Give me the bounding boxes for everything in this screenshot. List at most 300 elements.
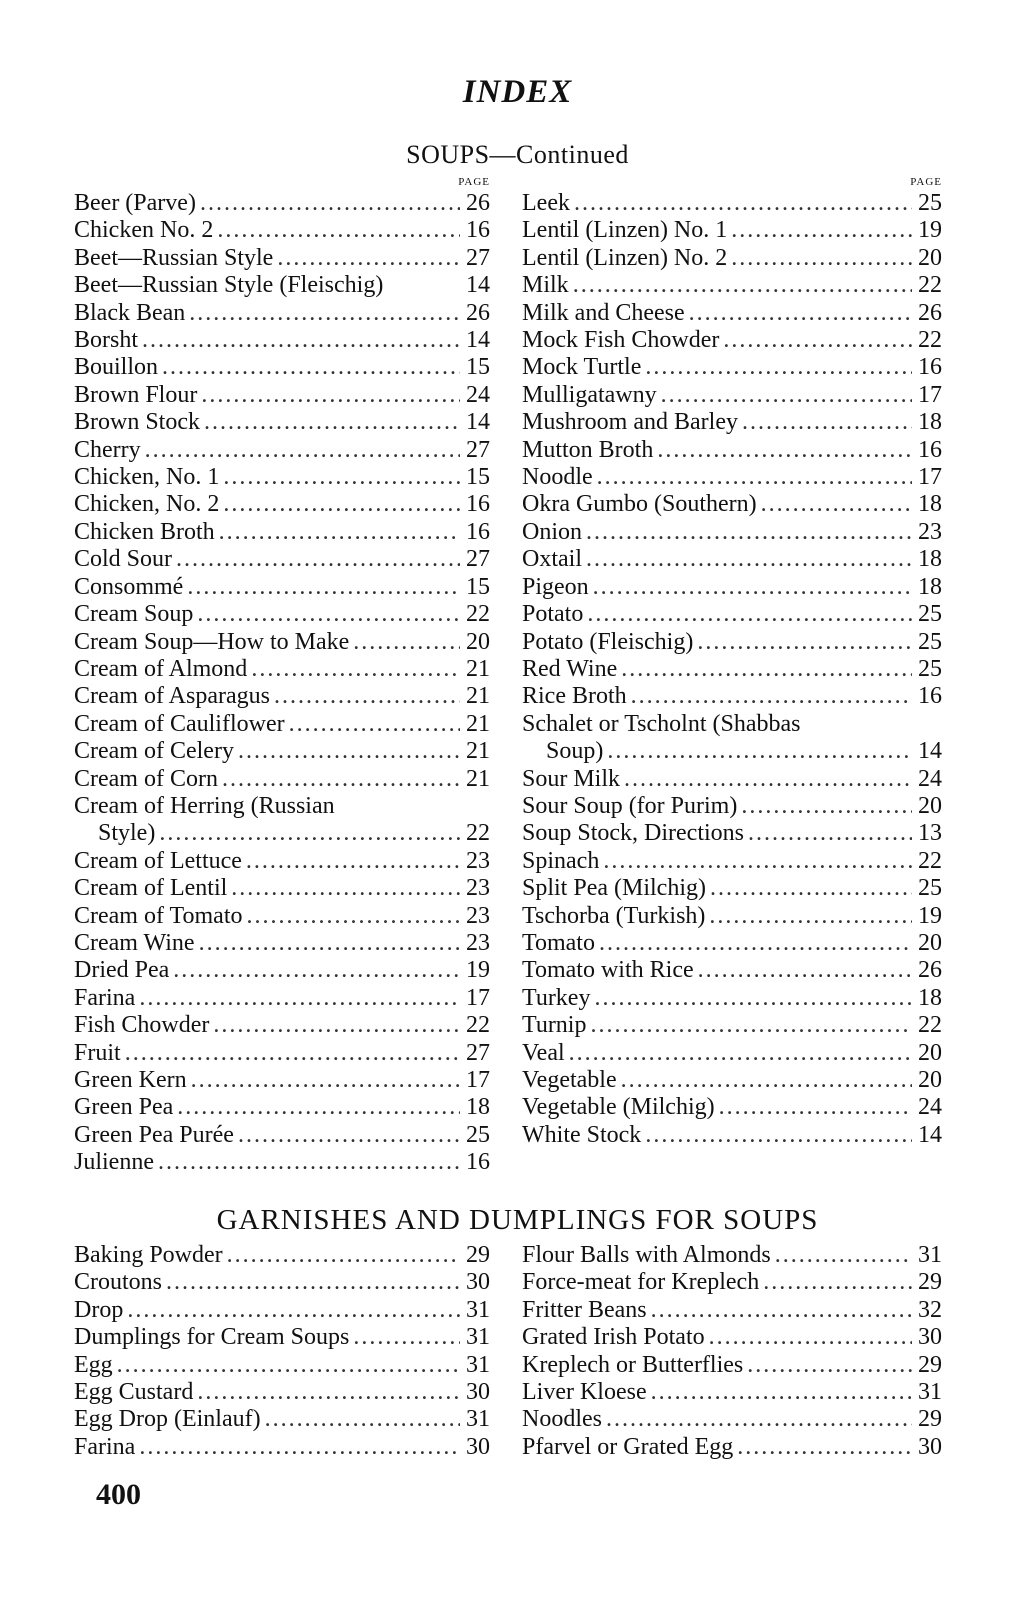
entry-title: Liver Kloese xyxy=(522,1379,647,1406)
dot-leader xyxy=(277,245,460,272)
dot-leader xyxy=(621,1067,912,1094)
entry-page-number: 15 xyxy=(466,464,490,491)
entry-title: White Stock xyxy=(522,1121,642,1148)
entry-page-number: 14 xyxy=(918,738,942,765)
index-entry xyxy=(522,491,942,518)
index-entry xyxy=(74,1242,490,1269)
entry-page-number: 21 xyxy=(466,738,490,765)
entry-page-number: 31 xyxy=(466,1406,490,1433)
dot-leader xyxy=(158,1149,460,1176)
entry-page-number: 25 xyxy=(918,190,942,216)
dot-leader xyxy=(587,601,912,628)
dot-leader xyxy=(125,1040,460,1067)
entry-title: Green Kern xyxy=(74,1067,187,1093)
entry-title: Tschorba (Turkish) xyxy=(522,902,706,929)
index-entry xyxy=(74,1149,490,1176)
entry-title: Brown Flour xyxy=(74,381,198,408)
entry-title: Spinach xyxy=(522,847,600,874)
entry-page-number: 29 xyxy=(466,1242,490,1268)
dot-leader xyxy=(594,985,912,1012)
entry-title: Milk xyxy=(522,272,569,299)
entry-page-number: 18 xyxy=(918,491,942,518)
index-entry xyxy=(522,217,942,244)
dot-leader xyxy=(176,546,460,573)
index-entry xyxy=(522,1040,942,1067)
index-entry xyxy=(74,985,490,1012)
dot-leader xyxy=(145,437,460,464)
dot-leader xyxy=(117,1352,460,1379)
index-entry xyxy=(522,820,942,847)
entry-title: Egg Custard xyxy=(74,1379,194,1406)
dot-leader xyxy=(731,245,912,272)
entry-page-number: 31 xyxy=(466,1296,490,1323)
entry-title: Potato (Fleischig) xyxy=(522,628,694,655)
entry-title: Rice Broth xyxy=(522,683,627,710)
dot-leader xyxy=(574,190,912,217)
entry-page-number: 14 xyxy=(918,1121,942,1148)
entry-page-number: 21 xyxy=(466,765,490,792)
index-entry xyxy=(74,1269,490,1296)
entry-page-number: 25 xyxy=(918,601,942,628)
entry-title: Fish Chowder xyxy=(74,1012,210,1039)
entry-page-number: 17 xyxy=(466,984,490,1011)
index-entry xyxy=(522,409,942,436)
dot-leader xyxy=(166,1269,460,1296)
dot-leader xyxy=(199,930,460,957)
entry-title: Pigeon xyxy=(522,573,589,600)
entry-title: Beet—Russian Style xyxy=(74,244,274,271)
index-entry xyxy=(74,656,490,683)
index-entry xyxy=(74,409,490,436)
soups-left-column xyxy=(74,176,490,1177)
index-entry xyxy=(522,519,942,546)
entry-page-number: 19 xyxy=(918,217,942,244)
dot-leader xyxy=(747,1352,912,1379)
entry-page-number: 22 xyxy=(918,272,942,299)
entry-title: Vegetable xyxy=(522,1067,617,1093)
entry-page-number: 18 xyxy=(918,984,942,1011)
entry-page-number: 31 xyxy=(466,1351,490,1378)
dot-leader xyxy=(606,1406,912,1433)
dot-leader xyxy=(159,820,460,847)
entry-title: Mock Turtle xyxy=(522,354,642,381)
entry-title: Split Pea (Milchig) xyxy=(522,875,706,902)
entry-page-number: 29 xyxy=(918,1351,942,1378)
index-entry xyxy=(522,1434,942,1461)
entry-title: Mulligatawny xyxy=(522,381,657,408)
entry-page-number: 25 xyxy=(466,1121,490,1148)
dot-leader xyxy=(737,1434,912,1461)
dot-leader xyxy=(238,1122,460,1149)
entry-page-number: 26 xyxy=(918,957,942,984)
entry-title: Cream Soup—How to Make xyxy=(74,628,350,655)
entry-title: Red Wine xyxy=(522,655,618,682)
index-entry xyxy=(74,820,490,847)
dot-leader xyxy=(187,574,460,601)
index-entry xyxy=(74,766,490,793)
dot-leader xyxy=(569,1040,912,1067)
dot-leader xyxy=(603,848,912,875)
dot-leader xyxy=(586,546,912,573)
entry-page-number: 17 xyxy=(466,1067,490,1093)
entry-title: Cream of Almond xyxy=(74,655,248,682)
entry-page-number: 23 xyxy=(918,518,942,545)
dot-leader xyxy=(698,957,912,984)
dot-leader xyxy=(162,354,460,381)
index-entry xyxy=(74,272,490,299)
dot-leader xyxy=(265,1406,460,1433)
index-entry xyxy=(522,848,942,875)
entry-page-number: 19 xyxy=(466,957,490,984)
index-entry xyxy=(74,1040,490,1067)
entry-title: Noodle xyxy=(522,464,593,491)
entry-title: Cream of Corn xyxy=(74,765,218,792)
dot-leader xyxy=(624,766,912,793)
index-entry xyxy=(74,1352,490,1379)
entry-title: Dried Pea xyxy=(74,957,170,984)
index-entry xyxy=(522,656,942,683)
index-entry xyxy=(522,903,942,930)
entry-page-number: 29 xyxy=(918,1269,942,1296)
dot-leader xyxy=(289,711,460,738)
index-entry xyxy=(522,601,942,628)
entry-page-number: 24 xyxy=(918,1094,942,1121)
index-entry xyxy=(74,903,490,930)
entry-title: Cream of Cauliflower xyxy=(74,710,285,737)
entry-title: Soup Stock, Directions xyxy=(522,820,744,847)
index-entry xyxy=(522,875,942,902)
entry-page-number: 15 xyxy=(466,354,490,381)
entry-title: Consommé xyxy=(74,573,184,600)
entry-title: Beet—Russian Style (Fleischig) xyxy=(74,272,384,299)
dot-leader xyxy=(723,327,912,354)
entry-title: Turnip xyxy=(522,1012,587,1039)
entry-title: Cream of Herring (Russian xyxy=(74,792,335,819)
index-entry xyxy=(74,574,490,601)
entry-page-number: 23 xyxy=(466,847,490,874)
index-entry xyxy=(522,1242,942,1269)
dot-leader xyxy=(651,1297,912,1324)
index-entry xyxy=(522,766,942,793)
index-entry xyxy=(522,1406,942,1433)
dot-leader xyxy=(689,300,912,327)
entry-title: Green Pea xyxy=(74,1094,174,1121)
dot-leader xyxy=(748,820,912,847)
entry-page-number: 16 xyxy=(918,436,942,463)
entry-page-number: 16 xyxy=(918,354,942,381)
dot-leader xyxy=(139,985,460,1012)
entry-title: Sour Soup (for Purim) xyxy=(522,792,738,819)
index-entry xyxy=(74,245,490,272)
index-entry xyxy=(522,574,942,601)
entry-page-number: 31 xyxy=(918,1242,942,1268)
index-entry xyxy=(74,1324,490,1351)
index-entry xyxy=(74,848,490,875)
dot-leader xyxy=(709,1324,912,1351)
entry-title: Force-meat for Kreplech xyxy=(522,1269,760,1296)
dot-leader xyxy=(741,793,912,820)
dot-leader xyxy=(657,437,912,464)
entry-title: Egg xyxy=(74,1351,113,1378)
index-entry xyxy=(522,272,942,299)
index-entry xyxy=(74,1406,490,1433)
index-entry xyxy=(522,930,942,957)
garnishes-left-column xyxy=(74,1242,490,1461)
entry-page-number: 18 xyxy=(466,1094,490,1121)
dot-leader xyxy=(213,1012,460,1039)
entry-page-number: 22 xyxy=(466,1012,490,1039)
entry-title: Milk and Cheese xyxy=(522,299,685,326)
index-entry xyxy=(74,437,490,464)
index-entry xyxy=(74,546,490,573)
entry-page-number: 20 xyxy=(918,1067,942,1093)
entry-page-number: 27 xyxy=(466,244,490,271)
entry-title: Baking Powder xyxy=(74,1242,223,1268)
entry-page-number: 18 xyxy=(918,573,942,600)
dot-leader xyxy=(631,683,912,710)
entry-title: Cold Sour xyxy=(74,546,173,573)
entry-title: Farina xyxy=(74,1433,136,1460)
dot-leader xyxy=(731,217,912,244)
entry-page-number: 32 xyxy=(918,1296,942,1323)
entry-page-number: 16 xyxy=(918,683,942,710)
entry-page-number: 25 xyxy=(918,628,942,655)
entry-title: Okra Gumbo (Southern) xyxy=(522,491,757,518)
entry-page-number: 16 xyxy=(466,217,490,244)
entry-page-number: 22 xyxy=(918,327,942,354)
index-entry xyxy=(74,629,490,656)
dot-leader xyxy=(763,1269,912,1296)
entry-title: Cream of Celery xyxy=(74,738,234,765)
entry-title: Soup) xyxy=(546,738,604,765)
dot-leader xyxy=(573,272,912,299)
dot-leader xyxy=(223,464,460,491)
index-entry xyxy=(522,245,942,272)
dot-leader xyxy=(645,1122,912,1149)
section-title-garnishes: GARNISHES AND DUMPLINGS FOR SOUPS xyxy=(216,1204,819,1236)
entry-page-number: 27 xyxy=(466,546,490,573)
index-entry xyxy=(74,711,490,738)
entry-page-number: 25 xyxy=(918,655,942,682)
dot-leader xyxy=(201,382,460,409)
entry-title: Croutons xyxy=(74,1269,163,1296)
entry-page-number: 20 xyxy=(918,1039,942,1066)
entry-title: Sour Milk xyxy=(522,765,621,792)
dot-leader xyxy=(599,930,912,957)
entry-page-number: 30 xyxy=(466,1379,490,1406)
dot-leader xyxy=(142,327,460,354)
dot-leader xyxy=(353,1324,460,1351)
index-entry xyxy=(74,793,490,820)
index-entry xyxy=(74,601,490,628)
index-entry xyxy=(74,382,490,409)
index-entry xyxy=(74,1067,490,1094)
entry-title: Julienne xyxy=(74,1149,154,1176)
entry-page-number: 22 xyxy=(466,601,490,628)
entry-page-number: 25 xyxy=(918,875,942,902)
entry-title: Cream Soup xyxy=(74,601,194,628)
entry-page-number: 20 xyxy=(918,244,942,271)
dot-leader xyxy=(661,382,912,409)
index-entry xyxy=(74,190,490,217)
entry-title: Fritter Beans xyxy=(522,1296,647,1323)
dot-leader xyxy=(353,629,460,656)
index-entry xyxy=(74,1122,490,1149)
dot-leader xyxy=(709,903,912,930)
entry-page-number: 26 xyxy=(918,299,942,326)
entry-title: Schalet or Tscholnt (Shabbas xyxy=(522,710,801,737)
dot-leader xyxy=(217,217,460,244)
dot-leader xyxy=(719,1094,912,1121)
entry-page-number: 19 xyxy=(918,902,942,929)
entry-page-number: 23 xyxy=(466,875,490,902)
index-entry xyxy=(74,491,490,518)
dot-leader xyxy=(274,683,460,710)
index-entry xyxy=(522,382,942,409)
index-entry xyxy=(522,546,942,573)
entry-page-number: 31 xyxy=(466,1324,490,1351)
entry-page-number: 30 xyxy=(918,1433,942,1460)
dot-leader xyxy=(222,766,460,793)
index-entry xyxy=(522,1067,942,1094)
garnishes-right-column xyxy=(522,1242,942,1461)
index-entry xyxy=(522,437,942,464)
entry-title: Beer (Parve) xyxy=(74,190,196,216)
entry-page-number: 20 xyxy=(918,929,942,956)
dot-leader xyxy=(775,1242,912,1269)
entry-title: Brown Stock xyxy=(74,409,200,436)
entry-title: Cream of Lentil xyxy=(74,875,228,902)
entry-page-number: 17 xyxy=(918,381,942,408)
entry-page-number: 21 xyxy=(466,683,490,710)
index-entry xyxy=(522,985,942,1012)
entry-page-number: 27 xyxy=(466,1039,490,1066)
entry-page-number: 24 xyxy=(466,381,490,408)
entry-title: Chicken, No. 2 xyxy=(74,491,220,518)
index-entry xyxy=(522,793,942,820)
entry-title: Green Pea Purée xyxy=(74,1121,234,1148)
index-entry xyxy=(74,1297,490,1324)
index-entry xyxy=(74,217,490,244)
entry-page-number: 14 xyxy=(466,327,490,354)
index-entry xyxy=(522,1122,942,1149)
entry-title: Grated Irish Potato xyxy=(522,1324,705,1351)
index-entry xyxy=(522,354,942,381)
entry-page-number: 24 xyxy=(918,765,942,792)
index-entry xyxy=(74,957,490,984)
index-entry xyxy=(522,1324,942,1351)
dot-leader xyxy=(593,574,912,601)
entry-title: Cream Wine xyxy=(74,929,195,956)
entry-title: Flour Balls with Almonds xyxy=(522,1242,771,1268)
entry-title: Chicken No. 2 xyxy=(74,217,214,244)
index-entry xyxy=(74,930,490,957)
dot-leader xyxy=(223,491,460,518)
entry-page-number: 18 xyxy=(918,546,942,573)
entry-title: Pfarvel or Grated Egg xyxy=(522,1433,734,1460)
entry-page-number: 22 xyxy=(918,1012,942,1039)
index-entry xyxy=(522,1352,942,1379)
index-entry xyxy=(522,957,942,984)
dot-leader xyxy=(251,656,460,683)
index-entry xyxy=(522,1269,942,1296)
page-number: 400 xyxy=(96,1478,141,1511)
dot-leader xyxy=(651,1379,912,1406)
entry-page-number: 30 xyxy=(466,1433,490,1460)
entry-title: Kreplech or Butterflies xyxy=(522,1351,744,1378)
entry-page-number: 15 xyxy=(466,573,490,600)
dot-leader xyxy=(191,1067,460,1094)
entry-title: Drop xyxy=(74,1296,124,1323)
entry-page-number: 14 xyxy=(466,409,490,436)
index-entry xyxy=(522,1297,942,1324)
dot-leader xyxy=(200,190,460,217)
entry-title: Cherry xyxy=(74,436,141,463)
entry-page-number: 16 xyxy=(466,518,490,545)
entry-title: Fruit xyxy=(74,1039,121,1066)
index-entry xyxy=(74,354,490,381)
entry-page-number: 31 xyxy=(918,1379,942,1406)
index-entry xyxy=(522,683,942,710)
entry-page-number: 17 xyxy=(918,464,942,491)
index-entry xyxy=(74,327,490,354)
index-entry xyxy=(522,464,942,491)
dot-leader xyxy=(139,1434,460,1461)
index-entry xyxy=(522,1379,942,1406)
index-entry xyxy=(74,1434,490,1461)
entry-title: Chicken Broth xyxy=(74,518,215,545)
index-entry xyxy=(74,875,490,902)
index-entry xyxy=(522,327,942,354)
dot-leader xyxy=(761,491,912,518)
entry-page-number: 13 xyxy=(918,820,942,847)
entry-page-number: 26 xyxy=(466,299,490,326)
entry-title: Lentil (Linzen) No. 2 xyxy=(522,244,728,271)
entry-page-number: 21 xyxy=(466,710,490,737)
dot-leader xyxy=(607,738,912,765)
entry-title: Egg Drop (Einlauf) xyxy=(74,1406,261,1433)
entry-page-number: 16 xyxy=(466,1149,490,1176)
index-entry xyxy=(74,464,490,491)
dot-leader xyxy=(590,1012,912,1039)
dot-leader xyxy=(231,875,460,902)
entry-title: Dumplings for Cream Soups xyxy=(74,1324,350,1351)
dot-leader xyxy=(204,409,460,436)
dot-leader xyxy=(742,409,912,436)
dot-leader xyxy=(586,519,912,546)
entry-title: Oxtail xyxy=(522,546,582,573)
entry-page-number: 21 xyxy=(466,655,490,682)
index-entry xyxy=(74,1379,490,1406)
soups-right-column xyxy=(522,176,942,1149)
index-entry xyxy=(522,711,942,738)
entry-title: Black Bean xyxy=(74,299,186,326)
entry-page-number: 20 xyxy=(466,628,490,655)
dot-leader xyxy=(127,1297,460,1324)
index-entry xyxy=(74,683,490,710)
index-entry xyxy=(74,1012,490,1039)
index-entry xyxy=(522,190,942,217)
dot-leader xyxy=(189,300,460,327)
entry-title: Borsht xyxy=(74,327,139,354)
index-entry xyxy=(522,1094,942,1121)
entry-page-number: 30 xyxy=(466,1269,490,1296)
entry-title: Style) xyxy=(98,820,156,847)
entry-title: Noodles xyxy=(522,1406,602,1433)
entry-page-number: 14 xyxy=(466,272,490,299)
entry-page-number: 22 xyxy=(466,820,490,847)
entry-page-number: 29 xyxy=(918,1406,942,1433)
